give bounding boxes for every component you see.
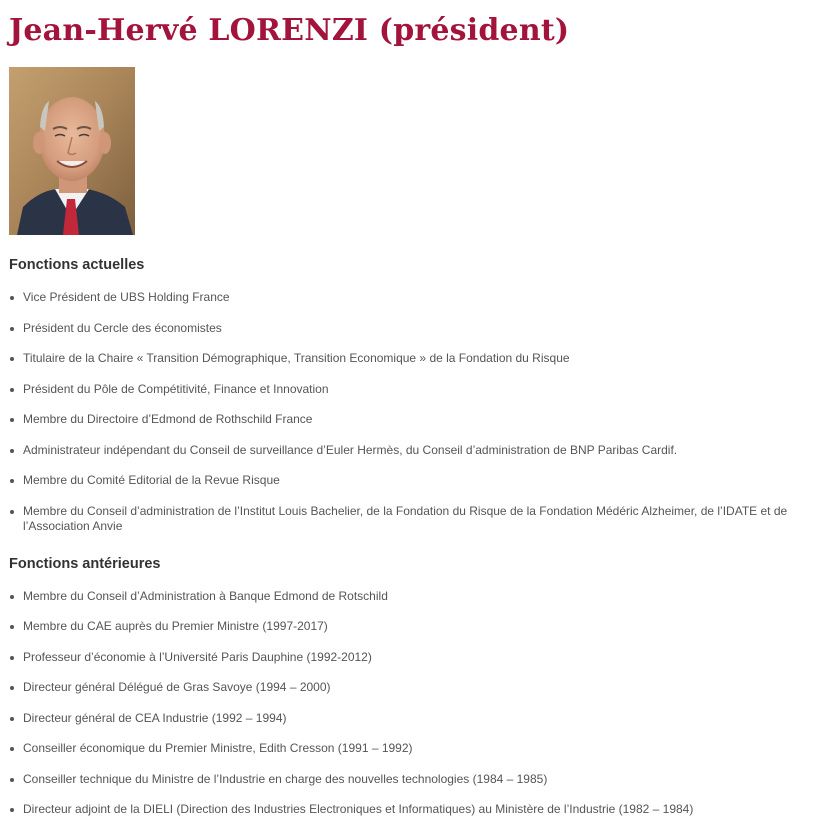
bullet-dot-icon [10, 327, 14, 331]
bullet-dot-icon [10, 479, 14, 483]
list-item: Conseiller technique du Ministre de l’Industrie en charge des nouvelles technologies (1984 – 1985) [9, 772, 805, 788]
list-item: Administrateur indépendant du Conseil de surveillance d’Euler Hermès, du Conseil d’administration de BNP Paribas Cardif. [9, 443, 805, 459]
page-title: Jean-Hervé LORENZI (président) [9, 13, 570, 48]
list-item: Président du Cercle des économistes [9, 321, 805, 337]
bullet-dot-icon [10, 449, 14, 453]
bullet-dot-icon [10, 388, 14, 392]
list-item: Membre du Comité Editorial de la Revue Risque [9, 473, 805, 489]
list-item: Président du Pôle de Compétitivité, Finance et Innovation [9, 382, 805, 398]
bullet-dot-icon [10, 808, 14, 812]
bullet-dot-icon [10, 418, 14, 422]
list-item: Conseiller économique du Premier Ministre, Edith Cresson (1991 – 1992) [9, 741, 805, 757]
bullet-dot-icon [10, 778, 14, 782]
previous-functions-list [9, 589, 805, 818]
section-title-previous: Fonctions antérieures [9, 555, 161, 572]
bullet-dot-icon [10, 656, 14, 660]
bullet-dot-icon [10, 625, 14, 629]
bullet-dot-icon [10, 747, 14, 751]
list-item: Membre du Directoire d’Edmond de Rothschild France [9, 412, 805, 428]
current-functions-list [9, 290, 805, 535]
profile-page [9, 0, 805, 818]
bullet-dot-icon [10, 510, 14, 514]
bullet-dot-icon [10, 717, 14, 721]
section-title-current: Fonctions actuelles [9, 257, 145, 273]
list-item: Membre du CAE auprès du Premier Ministre (1997-2017) [9, 619, 805, 635]
bullet-dot-icon [10, 686, 14, 690]
portrait-photo [9, 67, 135, 235]
bullet-dot-icon [10, 595, 14, 599]
bullet-dot-icon [10, 357, 14, 361]
list-item: Directeur général Délégué de Gras Savoye (1994 – 2000) [9, 680, 805, 696]
bullet-dot-icon [10, 296, 14, 300]
list-item: Vice Président de UBS Holding France [9, 290, 805, 306]
list-item: Directeur adjoint de la DIELI (Direction des Industries Electroniques et Informatiques) au Ministère de l’Industrie (1982 – 1984) [9, 802, 805, 818]
list-item: Professeur d’économie à l’Université Paris Dauphine (1992-2012) [9, 650, 805, 666]
list-item: Membre du Conseil d’Administration à Banque Edmond de Rotschild [9, 589, 805, 605]
list-item: Titulaire de la Chaire « Transition Démographique, Transition Economique » de la Fondation du Risque [9, 351, 805, 367]
list-item: Membre du Conseil d’administration de l’Institut Louis Bachelier, de la Fondation du Risque de la Fondation Médéric Alzheimer, de l’IDATE et de l’Association Anvie [9, 504, 805, 535]
list-item: Directeur général de CEA Industrie (1992 – 1994) [9, 711, 805, 727]
